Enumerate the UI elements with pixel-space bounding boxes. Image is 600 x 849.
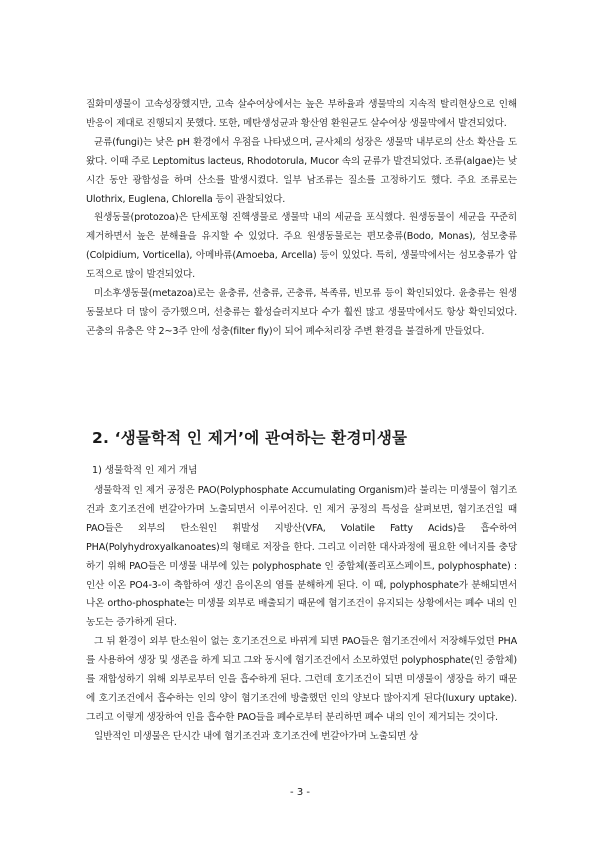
- paragraph: 균류(fungi)는 낮은 pH 환경에서 우점을 나타냈으며, 균사체의 성장은 생물막 내부로의 산소 확산을 도왔다. 이때 주로 Leptomitus lacteus, Rhodotorula, Mucor 속의 균류가 발견되었다. 조류(algae)는 낮 시간 동안 광합성을 하며 산소를 발생시켰다. 일부 남조류는 질소를 고정하기도 했다. 주요 조류로는 Ulothrix, Euglena, Chlorella 등이 관찰되었다.: [86, 136, 517, 205]
- paragraph: 생물학적 인 제거 공정은 PAO(Polyphosphate Accumulating Organism)라 불리는 미생물이 혐기조건과 호기조건에 번갈아가며 노출되면서 이루어진다. 인 제거 공정의 특성을 살펴보면, 혐기조건일 때 PAO들은 외부의 탄소원인 휘발성 지방산(VFA, Volatile Fatty Acids)을 흡수하여 PHA(Polyhydroxyalkanoates)의 형태로 저장을 한다. 그리고 이러한 대사과정에 필요한 에너지를 충당하기 위해 PAO들은 미생물 내부에 있는 polyphosphate 인 중합체(폴리포스페이트, polyphosphate) : 인산 이온 PO4-3-이 축합하여 생긴 음이온의 염를 분해하게 된다. 이 때, polyphosphate가 분해되면서 나온 ortho-phosphate는 미생물 외부로 배출되기 때문에 혐기조건이 유지되는 상황에서는 폐수 내의 인 농도는 증가하게 된다.: [86, 485, 517, 629]
- paragraph: 일반적인 미생물은 단시간 내에 혐기조건과 호기조건에 번갈아가며 노출되면 상: [94, 730, 419, 742]
- paragraph: 원생동물(protozoa)은 단세포형 진핵생물로 생물막 내의 세균을 포식했다. 원생동물이 세균을 꾸준히 제거하면서 높은 분해율을 유지할 수 있었다. 주요 원생동물로는 편모충류(Bodo, Monas), 섬모충류(Colpidium, Vorticella), 아메바류(Amoeba, Arcella) 등이 있었다. 특히, 생물막에서는 섬모충류가 압도적으로 많이 발견되었다.: [86, 212, 517, 281]
- section-text-block: [86, 482, 517, 747]
- page-number: - 3 -: [290, 787, 310, 798]
- sub-heading: 1) 생물학적 인 제거 개념: [92, 465, 198, 476]
- intro-text-block: [86, 96, 517, 342]
- section-heading: 2. ‘생물학적 인 제거’에 관여하는 환경미생물: [92, 429, 408, 447]
- paragraph: 미소후생동물(metazoa)로는 윤충류, 선충류, 곤충류, 복족류, 빈모류 등이 확인되었다. 윤충류는 원생동물보다 더 많이 증가했으며, 선충류는 활성슬러지보다 수가 훨씬 많고 생물막에서도 항상 확인되었다. 곤충의 유충은 약 2~3주 안에 성충(filter fly)이 되어 폐수처리장 주변 환경을 불결하게 만들었다.: [86, 288, 517, 337]
- paragraph: 그 뒤 환경이 외부 탄소원이 없는 호기조건으로 바뀌게 되면 PAO들은 혐기조건에서 저장해두었던 PHA를 사용하여 생장 및 생존을 하게 되고 그와 동시에 혐기조건에서 소모하였던 polyphosphate(인 중합체)를 재합성하기 위해 외부로부터 인을 흡수하게 된다. 그런데 호기조건이 되면 미생물이 생장을 하기 때문에 호기조건에서 흡수하는 인의 양이 혐기조건에 방출했던 인의 양보다 많아지게 된다(luxury uptake). 그리고 이렇게 생장하여 인을 흡수한 PAO들을 폐수로부터 분리하면 폐수 내의 인이 제거되는 것이다.: [86, 636, 517, 723]
- paragraph: 질화미생물이 고속성장했지만, 고속 살수여상에서는 높은 부하율과 생물막의 지속적 탈리현상으로 인해 반응이 제대로 진행되지 못했다. 또한, 메탄생성균과 황산염 환원균도 살수여상 생물막에서 발견되었다.: [86, 99, 517, 129]
